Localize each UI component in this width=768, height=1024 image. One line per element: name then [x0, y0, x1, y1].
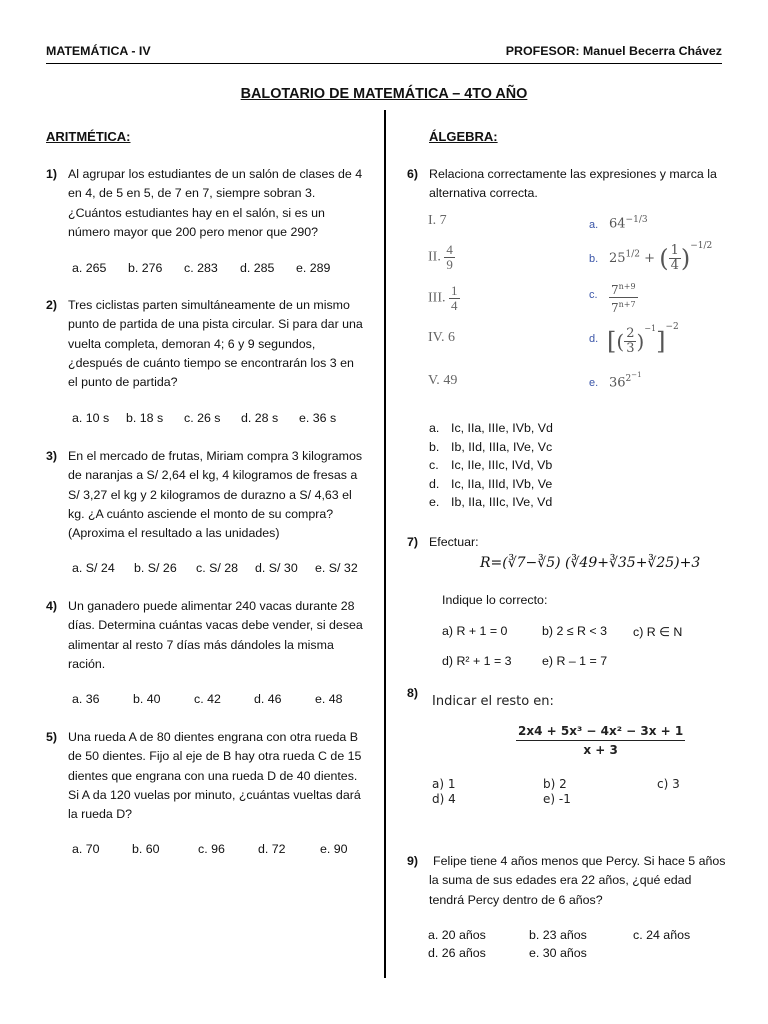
question-number: 7)	[407, 535, 419, 549]
alt-a-label: a.	[589, 219, 599, 231]
question-3	[46, 447, 364, 543]
question-5	[46, 728, 364, 824]
q7-options-row1	[442, 624, 682, 639]
option[interactable]: e) R – 1 = 7	[542, 654, 608, 668]
alt-b-label: b.	[589, 253, 599, 265]
question-text: Un ganadero puede alimentar 240 vacas durante 28 días. Determina cuántas vacas debe vender, si desea alimentar al resto 7 días más dándoles la misma ración.	[68, 599, 363, 671]
question-number: 8)	[407, 686, 419, 700]
q2-options	[72, 411, 336, 425]
question-number: 6)	[407, 167, 419, 181]
expression-d: [( $\frac{2}{3}$ )$^{-1}$]$^{-2}$	[607, 322, 679, 356]
q7-options-row2	[442, 654, 607, 668]
option[interactable]: e. S/ 32	[315, 561, 358, 575]
question-text: En el mercado de frutas, Miriam compra 3 kilogramos de naranjas a S/ 2,64 el kg, 4 kilogramos de fresas a S/ 3,27 el kg y 2 kilogramos de durazno a S/ 4,63 el kg. ¿A cuánto asciende el monto de su compra? (Aproxima el resultado a las unidades)	[68, 449, 363, 541]
choice[interactable]: e. Ib, IIa, IIIc, IVe, Vd	[429, 495, 553, 509]
option[interactable]: c. 26 s	[184, 411, 221, 425]
question-number: 3)	[46, 449, 58, 463]
header-teacher: PROFESOR: Manuel Becerra Chávez	[505, 44, 722, 58]
question-text: Relaciona correctamente las expresiones y marca la alternativa correcta.	[429, 167, 717, 201]
q5-options	[72, 842, 348, 856]
expression-c: $\frac{7^{n+9}}{7^{n+7}}$	[611, 282, 636, 315]
expression-e: $36^{2^{-1}}$	[609, 371, 642, 391]
option[interactable]: a. 265	[72, 261, 107, 275]
alt-d-label: d.	[589, 333, 599, 345]
option[interactable]: e. 48	[315, 692, 343, 706]
option[interactable]: d) R² + 1 = 3	[442, 654, 512, 668]
question-number: 5)	[46, 730, 58, 744]
question-4	[46, 597, 364, 674]
option[interactable]: d. 285	[240, 261, 275, 275]
q8-options-row2	[432, 792, 571, 806]
item-II: II. $\frac{4}{9}$	[428, 242, 453, 272]
item-V: V. 49	[428, 373, 458, 388]
section-algebra: ÁLGEBRA:	[429, 129, 498, 144]
option[interactable]: b) 2 ≤ R < 3	[542, 624, 607, 638]
option[interactable]: c. 283	[184, 261, 218, 275]
option[interactable]: e) -1	[543, 792, 571, 806]
alt-c-label: c.	[589, 289, 598, 301]
option[interactable]: b) 2	[543, 777, 567, 791]
option[interactable]: b. 18 s	[126, 411, 164, 425]
question-number: 9)	[407, 854, 419, 868]
choice[interactable]: a. Ic, IIa, IIIe, IVb, Vd	[429, 421, 553, 435]
option[interactable]: e. 30 años	[529, 946, 587, 960]
question-text: Felipe tiene 4 años menos que Percy. Si hace 5 años la suma de sus edades era 22 años, ¿qué edad tendrá Percy dentro de 6 años?	[429, 854, 726, 907]
option[interactable]: b. 60	[132, 842, 160, 856]
option[interactable]: a. 36	[72, 692, 100, 706]
q7-indique: Indique lo correcto:	[442, 593, 548, 607]
q8-text: Indicar el resto en:	[432, 694, 554, 709]
q6-choices	[429, 419, 553, 512]
q3-options	[72, 561, 358, 575]
question-9	[407, 852, 727, 910]
option[interactable]: a. 70	[72, 842, 100, 856]
option[interactable]: c. 42	[194, 692, 221, 706]
item-III: III. $\frac{1}{4}$	[428, 283, 458, 313]
option[interactable]: b. 276	[128, 261, 163, 275]
q8-denominator: x + 3	[583, 743, 618, 757]
option[interactable]: c. 24 años	[633, 928, 691, 942]
question-6	[407, 165, 725, 204]
question-text: Efectuar:	[429, 535, 479, 549]
question-text: Tres ciclistas parten simultáneamente de un mismo punto de partida de una pista circular. Si para dar una vuelta completa, demoran 4; 6 y 9 segundos, ¿después de cuánto tiempo se encontrarán los 3 en el punto de partida?	[68, 298, 363, 390]
option[interactable]: b. 40	[133, 692, 161, 706]
question-7	[407, 533, 725, 552]
q1-options	[72, 261, 330, 275]
q4-options	[72, 692, 343, 706]
question-1	[46, 165, 364, 242]
option[interactable]: e. 36 s	[299, 411, 337, 425]
q8-fraction	[516, 724, 685, 757]
question-number: 4)	[46, 599, 58, 613]
choice[interactable]: d. Ic, IIa, IIId, IVb, Ve	[429, 476, 553, 491]
option[interactable]: b. S/ 26	[134, 561, 177, 575]
section-arithmetic: ARITMÉTICA:	[46, 129, 131, 144]
option[interactable]: e. 289	[296, 261, 331, 275]
option[interactable]: a. 10 s	[72, 411, 110, 425]
q9-options-row1	[428, 928, 690, 942]
option[interactable]: e. 90	[320, 842, 348, 856]
expression-a: $64^{-1/3}$	[609, 215, 648, 232]
option[interactable]: c) 3	[657, 777, 680, 791]
option[interactable]: b. 23 años	[529, 928, 587, 942]
q9-options-row2	[428, 946, 587, 960]
option[interactable]: a) 1	[432, 777, 456, 791]
option[interactable]: c. 96	[198, 842, 225, 856]
question-text: Al agrupar los estudiantes de un salón de clases de 4 en 4, de 5 en 5, de 7 en 7, siempre sobran 3. ¿Cuántos estudiantes hay en el salón, si es un número mayor que 200 pero menor que 290?	[68, 167, 363, 239]
q8-options-row1	[432, 777, 680, 791]
option[interactable]: d. 72	[258, 842, 286, 856]
option[interactable]: a. S/ 24	[72, 561, 115, 575]
option[interactable]: d. 28 s	[241, 411, 279, 425]
option[interactable]: c) R ∈ N	[633, 625, 683, 639]
question-number: 2)	[46, 298, 58, 312]
question-2	[46, 296, 364, 392]
expression-b: $25^{1/2}$ + ( $\frac{1}{4}$ )$^{-1/2}$	[609, 241, 713, 273]
option[interactable]: a. 20 años	[428, 928, 486, 942]
header-rule	[46, 63, 722, 64]
option[interactable]: d. 46	[254, 692, 282, 706]
choice[interactable]: b. Ib, IId, IIIa, IVe, Vc	[429, 439, 553, 454]
option[interactable]: d. S/ 30	[255, 561, 298, 575]
alt-e-label: e.	[589, 377, 599, 389]
choice[interactable]: c. Ic, IIe, IIIc, IVd, Vb	[429, 458, 553, 472]
question-number: 1)	[46, 167, 58, 181]
option[interactable]: d) 4	[432, 792, 456, 806]
header-subject: MATEMÁTICA - IV	[46, 44, 151, 58]
option[interactable]: c. S/ 28	[196, 561, 239, 575]
option[interactable]: d. 26 años	[428, 946, 486, 960]
column-divider	[384, 110, 386, 978]
q8-numerator: 2x4 + 5x³ − 4x² − 3x + 1	[516, 724, 685, 741]
option[interactable]: a) R + 1 = 0	[442, 624, 508, 638]
item-I: I. 7	[428, 213, 447, 228]
item-IV: IV. 6	[428, 330, 455, 345]
q7-formula: R=(∛7−∛5) (∛49+∛35+∛25)+3	[480, 555, 701, 571]
question-text: Una rueda A de 80 dientes engrana con otra rueda B de 50 dientes. Fijo al eje de B hay otra rueda C de 15 dientes que engrana con una rueda D de 40 dientes. Si A da 120 vuelas por minuto, ¿cuántas vueltas dará la rueda D?	[68, 730, 362, 822]
page-title: BALOTARIO DE MATEMÁTICA – 4TO AÑO	[240, 86, 528, 102]
